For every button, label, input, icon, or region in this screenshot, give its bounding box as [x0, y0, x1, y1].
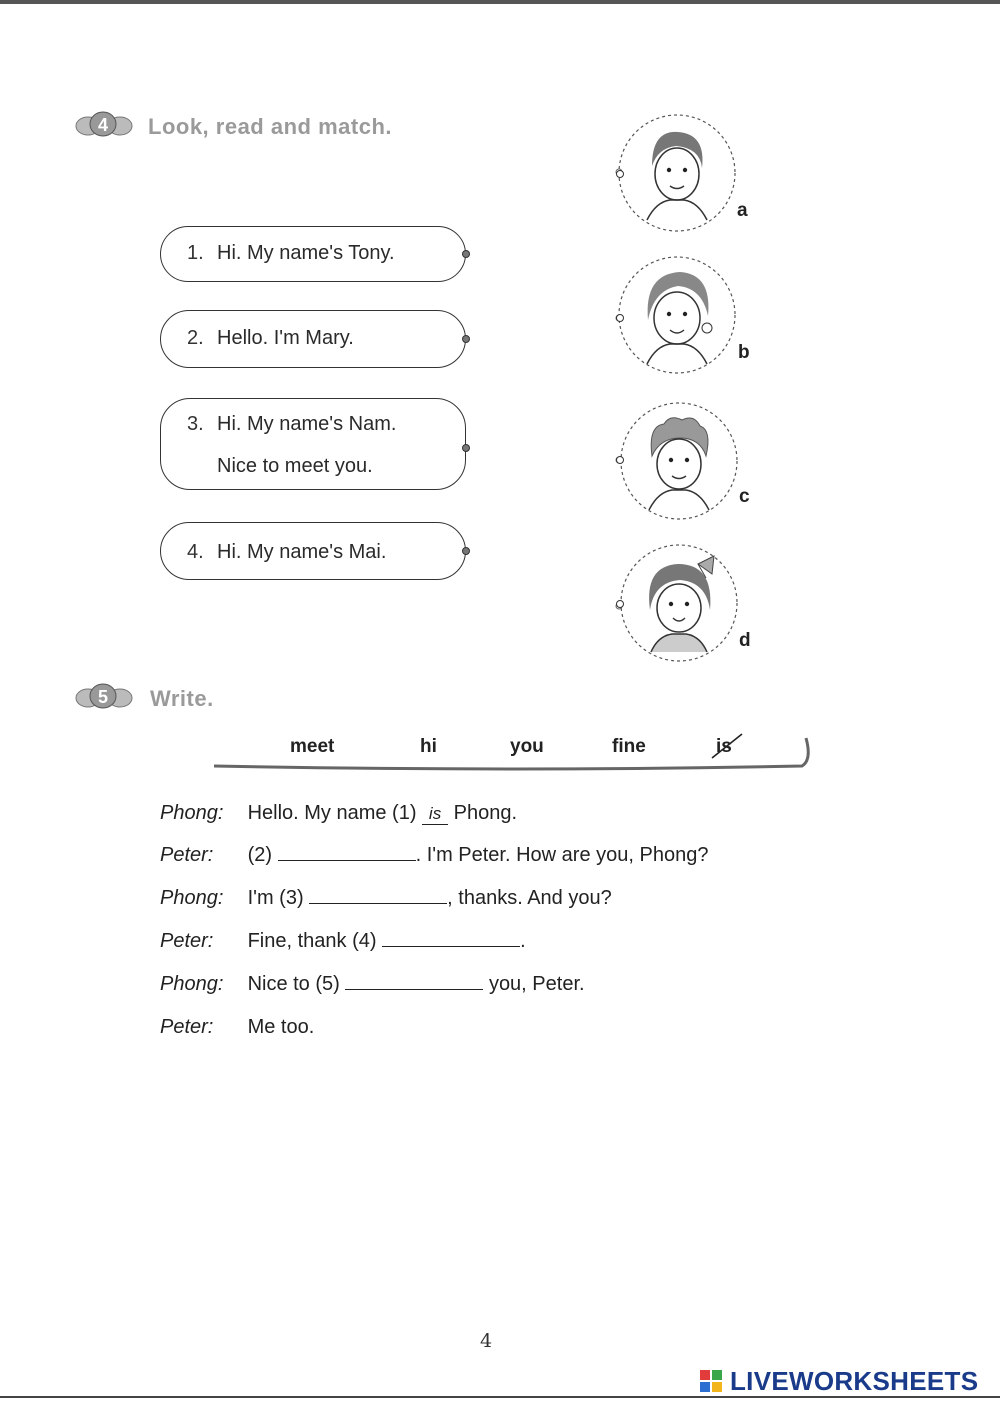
section-5-title: Write.	[150, 686, 214, 711]
bubble-text: Hello. I'm Mary.	[217, 327, 354, 349]
dialogue-line-5	[160, 973, 585, 996]
answer-blank-4[interactable]	[382, 930, 520, 947]
boy-curly-portrait-icon	[614, 396, 744, 526]
page-number: 4	[480, 1330, 493, 1352]
word-you: you	[510, 736, 544, 757]
match-dot-2[interactable]	[462, 335, 470, 343]
match-dot-1[interactable]	[462, 250, 470, 258]
answer-blank-5[interactable]	[345, 973, 483, 990]
picture-letter-a: a	[737, 200, 748, 221]
dialogue-line-2	[160, 844, 708, 867]
word-is: is	[716, 736, 732, 757]
match-dot-3[interactable]	[462, 444, 470, 452]
girl-bow-portrait-icon	[614, 538, 744, 668]
picture-dot-b[interactable]	[616, 314, 624, 322]
word-hi: hi	[420, 736, 437, 757]
boy-portrait-icon	[612, 108, 742, 238]
match-dot-4[interactable]	[462, 547, 470, 555]
speaker-label: Peter:	[160, 930, 214, 952]
line-text: (2)	[247, 844, 273, 866]
bubble-2	[160, 310, 466, 368]
line-text: Me too.	[247, 1016, 315, 1038]
girl-portrait-icon	[612, 250, 742, 380]
word-fine: fine	[612, 736, 646, 757]
word-bank	[212, 730, 812, 774]
line-text: , thanks. And you?	[447, 887, 612, 909]
bubble-text: Nice to meet you.	[217, 455, 373, 477]
bubble-number: 1.	[187, 242, 204, 264]
page-top-edge	[0, 0, 1000, 4]
picture-dot-a[interactable]	[616, 170, 624, 178]
strikeout-mark-icon	[708, 730, 748, 762]
word-meet: meet	[290, 736, 335, 757]
line-text: Hello. My name (1)	[247, 802, 417, 824]
line-text: Phong.	[453, 802, 518, 824]
dialogue-line-6	[160, 1016, 314, 1039]
bubble-4	[160, 522, 466, 580]
dialogue-line-1	[160, 802, 517, 825]
picture-letter-d: d	[739, 630, 751, 651]
picture-dot-d[interactable]	[616, 600, 624, 608]
dialogue-line-4	[160, 930, 526, 953]
speaker-label: Peter:	[160, 844, 214, 866]
answer-blank-2[interactable]	[278, 844, 416, 861]
picture-letter-b: b	[738, 342, 750, 363]
bubble-3	[160, 398, 466, 490]
bubble-number: 3.	[187, 413, 204, 435]
bubble-number: 2.	[187, 327, 204, 349]
answer-blank-3[interactable]	[309, 887, 447, 904]
bubble-1	[160, 226, 466, 282]
liveworksheets-logo-icon	[700, 1370, 724, 1392]
page-bottom-edge	[0, 1396, 1000, 1398]
line-text: you, Peter.	[488, 973, 585, 995]
line-text: . I'm Peter. How are you, Phong?	[415, 844, 709, 866]
speaker-label: Phong:	[160, 973, 224, 995]
example-answer: is	[422, 804, 448, 825]
svg-text:4: 4	[97, 115, 109, 135]
line-text: .	[520, 930, 526, 952]
bubble-text: Hi. My name's Nam.	[217, 413, 397, 435]
section-4-badge-icon	[72, 110, 134, 140]
line-text: I'm (3)	[247, 887, 304, 909]
brand-name: LIVEWORKSHEETS	[730, 1366, 979, 1396]
bubble-number: 4.	[187, 541, 204, 563]
picture-letter-c: c	[739, 486, 750, 507]
svg-text:5: 5	[97, 687, 109, 707]
picture-dot-c[interactable]	[616, 456, 624, 464]
bubble-text: Hi. My name's Tony.	[217, 242, 395, 264]
dialogue-line-3	[160, 887, 612, 910]
line-text: Nice to (5)	[247, 973, 340, 995]
line-text: Fine, thank (4)	[247, 930, 377, 952]
speaker-label: Peter:	[160, 1016, 214, 1038]
speaker-label: Phong:	[160, 887, 224, 909]
speaker-label: Phong:	[160, 802, 224, 824]
bubble-text: Hi. My name's Mai.	[217, 541, 387, 563]
section-4-title: Look, read and match.	[148, 114, 392, 139]
section-5-badge-icon	[72, 682, 134, 712]
